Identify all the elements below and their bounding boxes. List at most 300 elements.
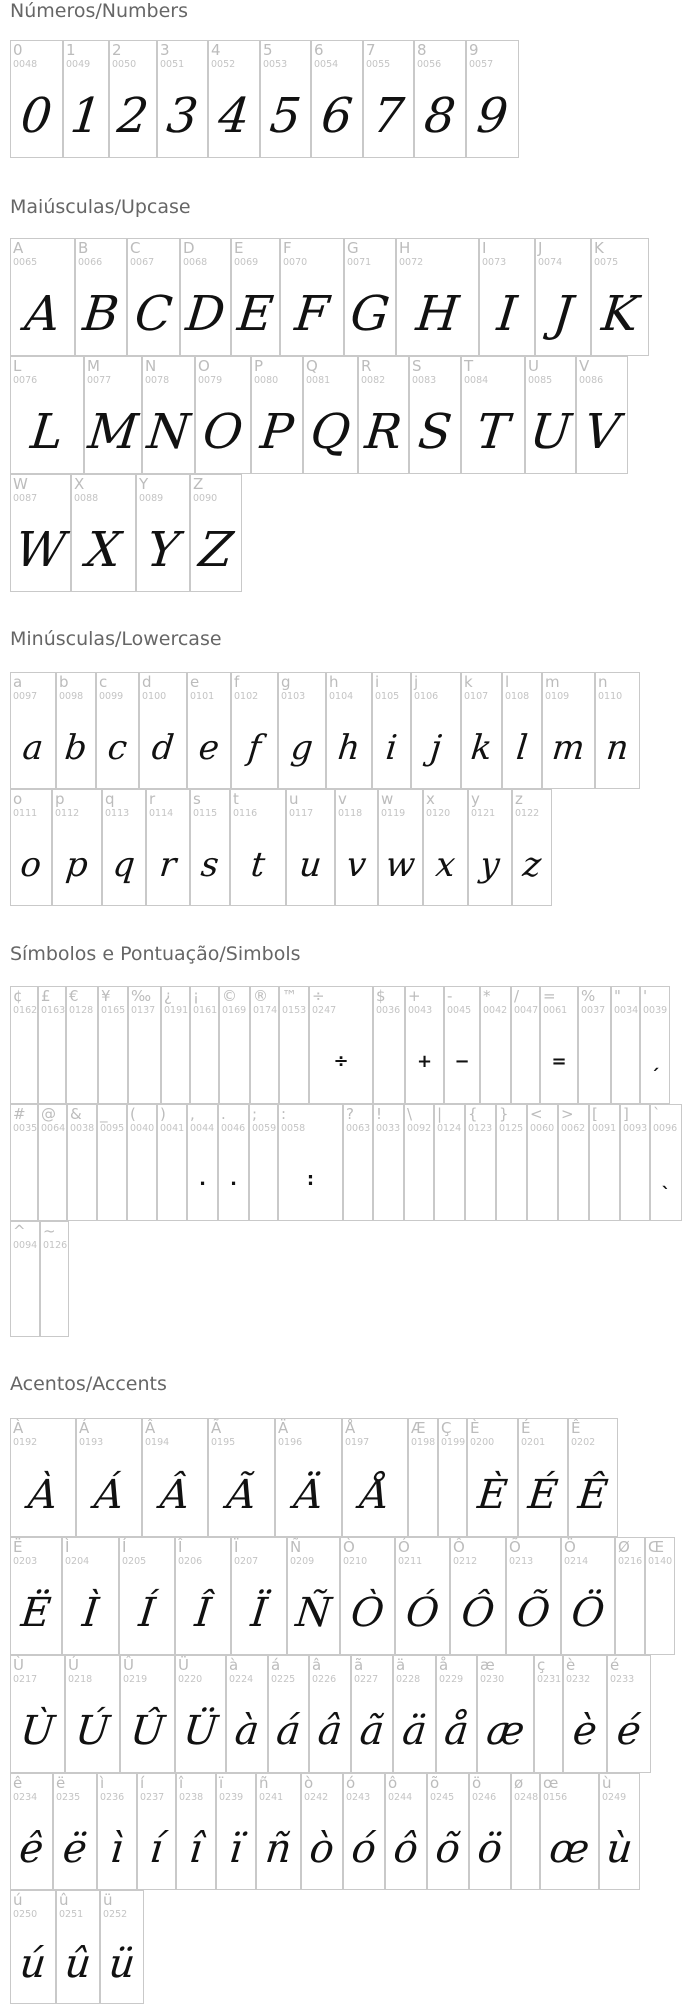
character-label: B — [78, 239, 89, 257]
character-code: 0122 — [515, 808, 540, 819]
glyph-sample: Ú — [73, 1708, 112, 1754]
glyph-cell — [496, 1104, 527, 1221]
character-label: D — [183, 239, 195, 257]
character-label: 6 — [314, 41, 324, 59]
glyph-cell — [62, 1537, 119, 1655]
glyph-cell — [385, 1773, 427, 1890]
glyph-cell — [67, 1104, 97, 1221]
glyph-cell — [139, 672, 187, 789]
character-label: ÷ — [312, 987, 325, 1005]
character-label: ¥ — [101, 987, 111, 1005]
glyph-cell — [38, 986, 66, 1104]
glyph-cell — [218, 1104, 249, 1221]
glyph-sample: N — [144, 404, 193, 460]
character-code: 0161 — [193, 1005, 218, 1016]
glyph-cell — [56, 672, 96, 789]
character-code: 0234 — [13, 1792, 38, 1803]
glyph-cell — [468, 789, 512, 906]
glyph-cell — [340, 1537, 395, 1655]
character-label: < — [530, 1105, 543, 1123]
character-label: 3 — [160, 41, 170, 59]
character-label: { — [468, 1105, 478, 1123]
glyph-cell — [66, 986, 98, 1104]
glyph-sample: À — [26, 1471, 60, 1518]
character-code: 0102 — [234, 691, 259, 702]
character-label: ! — [376, 1105, 383, 1123]
section-title: Minúsculas/Lowercase — [10, 628, 222, 650]
character-label: R — [361, 357, 372, 375]
character-code: 0162 — [13, 1005, 38, 1016]
character-label: J — [538, 239, 543, 257]
glyph-cell — [136, 474, 190, 592]
glyph-sample: X — [83, 522, 124, 578]
glyph-cell — [527, 1104, 558, 1221]
glyph-sample: ÷ — [333, 1051, 349, 1072]
glyph-cell — [303, 356, 358, 474]
glyph-cell — [65, 1655, 120, 1773]
character-label: 0 — [13, 41, 23, 59]
character-code: 0117 — [289, 808, 314, 819]
glyph-cell — [278, 672, 326, 789]
glyph-cell — [98, 986, 128, 1104]
character-code: 0230 — [480, 1674, 505, 1685]
character-label: Á — [79, 1419, 90, 1437]
glyph-sample: q — [111, 844, 137, 885]
glyph-cell — [467, 1418, 518, 1537]
character-label: ç — [537, 1656, 546, 1674]
character-label: Ñ — [290, 1538, 302, 1556]
character-label: w — [381, 790, 394, 808]
character-code: 0108 — [505, 691, 530, 702]
character-label: ë — [56, 1774, 66, 1792]
character-label: k — [464, 673, 473, 691]
character-label: ¢ — [13, 987, 23, 1005]
character-code: 0039 — [643, 1005, 668, 1016]
character-label: 9 — [469, 41, 479, 59]
character-code: 0195 — [211, 1437, 236, 1448]
character-code: 0250 — [13, 1909, 38, 1920]
character-label: Æ — [411, 1419, 426, 1437]
glyph-cell — [231, 672, 278, 789]
character-code: 0209 — [290, 1556, 315, 1567]
character-label: I — [482, 239, 487, 257]
glyph-cell — [518, 1418, 568, 1537]
character-code: 0126 — [43, 1240, 68, 1251]
glyph-sample: Ï — [248, 1590, 270, 1636]
character-label: s — [193, 790, 201, 808]
character-label: © — [222, 987, 237, 1005]
glyph-cell — [373, 986, 405, 1104]
glyph-cell — [260, 40, 311, 158]
glyph-cell — [525, 356, 576, 474]
glyph-cell — [208, 40, 260, 158]
character-label: ' — [643, 987, 648, 1005]
character-code: 0111 — [13, 808, 38, 819]
character-label: ä — [396, 1656, 406, 1674]
character-label: C — [130, 239, 141, 257]
character-code: 0072 — [399, 257, 424, 268]
glyph-cell — [461, 356, 525, 474]
character-label: Ì — [65, 1538, 70, 1556]
glyph-sample: K — [599, 286, 641, 342]
character-code: 0054 — [314, 59, 339, 70]
glyph-cell — [278, 1104, 343, 1221]
character-code: 0092 — [407, 1123, 432, 1134]
character-code: 0192 — [13, 1437, 38, 1448]
glyph-cell — [506, 1537, 561, 1655]
character-label: Ë — [13, 1538, 23, 1556]
character-code: 0114 — [149, 808, 174, 819]
character-label: Ï — [234, 1538, 239, 1556]
glyph-sample: Ñ — [293, 1590, 334, 1636]
character-label: @ — [41, 1105, 56, 1123]
character-label: M — [87, 357, 100, 375]
character-label: j — [414, 673, 419, 691]
glyph-cell — [568, 1418, 618, 1537]
character-code: 0201 — [521, 1437, 546, 1448]
character-code: 0064 — [41, 1123, 66, 1134]
character-label: Í — [122, 1538, 127, 1556]
glyph-cell — [10, 1537, 62, 1655]
character-label: 7 — [366, 41, 376, 59]
glyph-sample: T — [474, 404, 512, 460]
character-label: î — [179, 1774, 184, 1792]
character-label: t — [233, 790, 239, 808]
glyph-sample: c — [105, 727, 130, 768]
character-code: 0224 — [229, 1674, 254, 1685]
glyph-cell — [71, 474, 136, 592]
glyph-sample: ï — [227, 1825, 245, 1872]
character-label: Ó — [398, 1538, 410, 1556]
glyph-cell — [444, 986, 480, 1104]
glyph-cell — [120, 1655, 175, 1773]
character-label: a — [13, 673, 23, 691]
character-code: 0034 — [614, 1005, 639, 1016]
character-label: E — [234, 239, 244, 257]
glyph-cell — [540, 986, 578, 1104]
character-code: 0165 — [101, 1005, 126, 1016]
character-code: 0089 — [139, 493, 164, 504]
character-label: W — [13, 475, 28, 493]
character-code: 0097 — [13, 691, 38, 702]
glyph-cell — [311, 40, 363, 158]
glyph-sample: Í — [136, 1590, 158, 1636]
glyph-sample: Z — [196, 522, 236, 578]
character-label: ] — [623, 1105, 629, 1123]
glyph-cell — [480, 986, 511, 1104]
character-label: ï — [219, 1774, 224, 1792]
glyph-cell — [226, 1655, 268, 1773]
character-code: 0070 — [283, 257, 308, 268]
character-label: = — [543, 987, 556, 1005]
character-code: 0103 — [281, 691, 306, 702]
glyph-cell — [395, 1537, 450, 1655]
glyph-cell — [10, 1104, 38, 1221]
character-label: [ — [592, 1105, 598, 1123]
character-code: 0081 — [306, 375, 331, 386]
character-code: 0198 — [411, 1437, 436, 1448]
glyph-sample: w — [383, 844, 418, 885]
glyph-cell — [119, 1537, 175, 1655]
character-label: G — [347, 239, 359, 257]
glyph-sample: Ë — [18, 1590, 54, 1636]
glyph-cell — [465, 1104, 496, 1221]
character-code: 0125 — [499, 1123, 524, 1134]
character-label: \ — [407, 1105, 413, 1123]
glyph-sample: ó — [349, 1825, 379, 1872]
glyph-cell — [175, 1655, 226, 1773]
glyph-sample: y — [478, 844, 502, 885]
glyph-cell — [591, 238, 649, 356]
glyph-cell — [434, 1104, 465, 1221]
glyph-cell — [477, 1655, 534, 1773]
glyph-sample: É — [525, 1471, 561, 1518]
glyph-sample: m — [550, 727, 587, 768]
character-code: 0249 — [602, 1792, 627, 1803]
character-label: Ê — [571, 1419, 581, 1437]
character-label: É — [521, 1419, 531, 1437]
character-label: H — [399, 239, 411, 257]
character-label: i — [375, 673, 380, 691]
character-code: 0104 — [329, 691, 354, 702]
glyph-sample: V — [581, 404, 623, 460]
character-code: 0106 — [414, 691, 439, 702]
character-code: 0066 — [78, 257, 103, 268]
character-code: 0055 — [366, 59, 391, 70]
character-code: 0163 — [41, 1005, 66, 1016]
glyph-sample: − — [454, 1051, 470, 1072]
character-label: Z — [193, 475, 204, 493]
character-label: q — [105, 790, 115, 808]
character-label: L — [13, 357, 22, 375]
character-label: % — [581, 987, 596, 1005]
character-label: á — [271, 1656, 281, 1674]
character-code: 0153 — [282, 1005, 307, 1016]
character-label: Ä — [278, 1419, 289, 1437]
character-label: Ú — [68, 1656, 79, 1674]
glyph-cell — [10, 672, 56, 789]
character-label: ` — [653, 1105, 661, 1123]
glyph-sample: ã — [357, 1708, 387, 1754]
glyph-sample: Î — [192, 1590, 214, 1636]
glyph-cell — [469, 1773, 511, 1890]
glyph-cell — [10, 1890, 56, 2004]
glyph-cell — [414, 40, 466, 158]
character-label: ã — [354, 1656, 364, 1674]
character-label: " — [614, 987, 621, 1005]
character-label: è — [566, 1656, 576, 1674]
character-label: b — [59, 673, 69, 691]
glyph-sample: Ê — [575, 1471, 611, 1518]
character-label: # — [13, 1105, 26, 1123]
glyph-cell — [576, 356, 628, 474]
glyph-cell — [157, 40, 208, 158]
glyph-sample: Q — [307, 404, 354, 460]
glyph-cell — [56, 1890, 100, 2004]
character-label: ê — [13, 1774, 23, 1792]
character-code: 0038 — [70, 1123, 95, 1134]
character-code: 0113 — [105, 808, 130, 819]
character-code: 0241 — [259, 1792, 284, 1803]
character-label: Â — [145, 1419, 156, 1437]
character-label: æ — [480, 1656, 495, 1674]
glyph-sample: ˎ — [661, 1168, 671, 1190]
glyph-sample: B — [80, 286, 122, 342]
character-code: 0128 — [69, 1005, 94, 1016]
glyph-sample: œ — [547, 1825, 592, 1872]
glyph-cell — [615, 1537, 645, 1655]
character-code: 0228 — [396, 1674, 421, 1685]
character-label: Q — [306, 357, 318, 375]
character-label: ö — [472, 1774, 482, 1792]
glyph-cell — [342, 1418, 408, 1537]
glyph-cell — [161, 986, 190, 1104]
character-label: $ — [376, 987, 386, 1005]
character-label: Œ — [648, 1538, 665, 1556]
glyph-cell — [231, 238, 280, 356]
character-code: 0248 — [514, 1792, 539, 1803]
character-label: Ö — [564, 1538, 576, 1556]
glyph-cell — [249, 1104, 278, 1221]
glyph-sample: Ö — [569, 1590, 607, 1636]
glyph-sample: ˏ — [650, 1051, 660, 1072]
character-code: 0074 — [538, 257, 563, 268]
character-label: ü — [103, 1891, 113, 1909]
character-code: 0220 — [178, 1674, 203, 1685]
character-code: 0077 — [87, 375, 112, 386]
glyph-cell — [595, 672, 640, 789]
character-code: 0226 — [312, 1674, 337, 1685]
glyph-sample: Õ — [514, 1590, 553, 1636]
character-label: ¡ — [193, 987, 200, 1005]
glyph-sample: z — [520, 844, 544, 885]
character-label: é — [610, 1656, 620, 1674]
character-label: Ü — [178, 1656, 189, 1674]
character-code: 0205 — [122, 1556, 147, 1567]
glyph-cell — [561, 1537, 615, 1655]
glyph-cell — [157, 1104, 187, 1221]
glyph-cell — [187, 672, 231, 789]
character-label: ì — [100, 1774, 105, 1792]
glyph-cell — [96, 672, 139, 789]
glyph-sample: 8 — [421, 88, 459, 144]
glyph-sample: Å — [358, 1471, 392, 1518]
character-code: 0217 — [13, 1674, 38, 1685]
character-code: 0174 — [253, 1005, 278, 1016]
character-code: 0244 — [388, 1792, 413, 1803]
character-code: 0084 — [464, 375, 489, 386]
character-code: 0203 — [13, 1556, 38, 1567]
section-title: Números/Numbers — [10, 0, 188, 22]
glyph-sample: F — [292, 286, 332, 342]
glyph-cell — [10, 986, 38, 1104]
character-code: 0137 — [131, 1005, 156, 1016]
character-label: h — [329, 673, 339, 691]
character-code: 0121 — [471, 808, 496, 819]
character-label: z — [515, 790, 523, 808]
character-code: 0204 — [65, 1556, 90, 1567]
character-code: 0214 — [564, 1556, 589, 1567]
character-code: 0042 — [483, 1005, 508, 1016]
character-code: 0229 — [439, 1674, 464, 1685]
character-label: . — [221, 1105, 226, 1123]
glyph-sample: 7 — [370, 88, 407, 144]
character-code: 0227 — [354, 1674, 379, 1685]
character-code: 0082 — [361, 375, 386, 386]
glyph-cell — [52, 789, 102, 906]
glyph-cell — [251, 356, 303, 474]
character-label: K — [594, 239, 604, 257]
glyph-sample: b — [63, 727, 89, 768]
character-label: : — [281, 1105, 287, 1123]
glyph-cell — [558, 1104, 589, 1221]
glyph-sample: . — [230, 1168, 237, 1190]
glyph-sample: R — [362, 404, 405, 460]
character-label: O — [198, 357, 210, 375]
character-code: 0237 — [140, 1792, 165, 1803]
glyph-cell — [650, 1104, 682, 1221]
glyph-cell — [511, 1773, 540, 1890]
character-label: F — [283, 239, 292, 257]
glyph-sample: H — [413, 286, 462, 342]
character-code: 0218 — [68, 1674, 93, 1685]
glyph-cell — [450, 1537, 506, 1655]
glyph-sample: : — [306, 1168, 315, 1190]
character-label: c — [99, 673, 108, 691]
glyph-sample: â — [315, 1708, 345, 1754]
glyph-sample: 1 — [67, 88, 105, 144]
character-code: 0067 — [130, 257, 155, 268]
character-label: ù — [602, 1774, 612, 1792]
character-code: 0040 — [130, 1123, 155, 1134]
character-label: Ò — [343, 1538, 355, 1556]
character-label: ‰ — [131, 987, 152, 1005]
character-label: y — [471, 790, 480, 808]
character-code: 0071 — [347, 257, 372, 268]
character-label: ~ — [43, 1222, 56, 1240]
glyph-sample: Ô — [459, 1590, 497, 1636]
glyph-sample: ì — [108, 1825, 126, 1872]
character-label: â — [312, 1656, 322, 1674]
glyph-sample: î — [187, 1825, 205, 1872]
glyph-sample: p — [64, 844, 90, 885]
character-label: û — [59, 1891, 69, 1909]
glyph-cell — [109, 40, 157, 158]
glyph-cell — [512, 789, 552, 906]
character-label: , — [190, 1105, 195, 1123]
glyph-cell — [10, 1418, 76, 1537]
character-code: 0098 — [59, 691, 84, 702]
character-code: 0065 — [13, 257, 38, 268]
character-label: ô — [388, 1774, 398, 1792]
character-code: 0233 — [610, 1674, 635, 1685]
glyph-sample: P — [257, 404, 297, 460]
glyph-sample: O — [200, 404, 246, 460]
glyph-cell — [10, 474, 71, 592]
glyph-sample: r — [157, 844, 179, 885]
character-code: 0101 — [190, 691, 215, 702]
section-title: Acentos/Accents — [10, 1373, 167, 1395]
glyph-cell — [97, 1104, 127, 1221]
glyph-cell — [479, 238, 535, 356]
character-code: 0036 — [376, 1005, 401, 1016]
character-label: l — [505, 673, 510, 691]
character-label: / — [514, 987, 520, 1005]
character-label: ó — [346, 1774, 356, 1792]
character-label: Õ — [509, 1538, 521, 1556]
character-code: 0078 — [145, 375, 170, 386]
glyph-cell — [408, 1418, 438, 1537]
